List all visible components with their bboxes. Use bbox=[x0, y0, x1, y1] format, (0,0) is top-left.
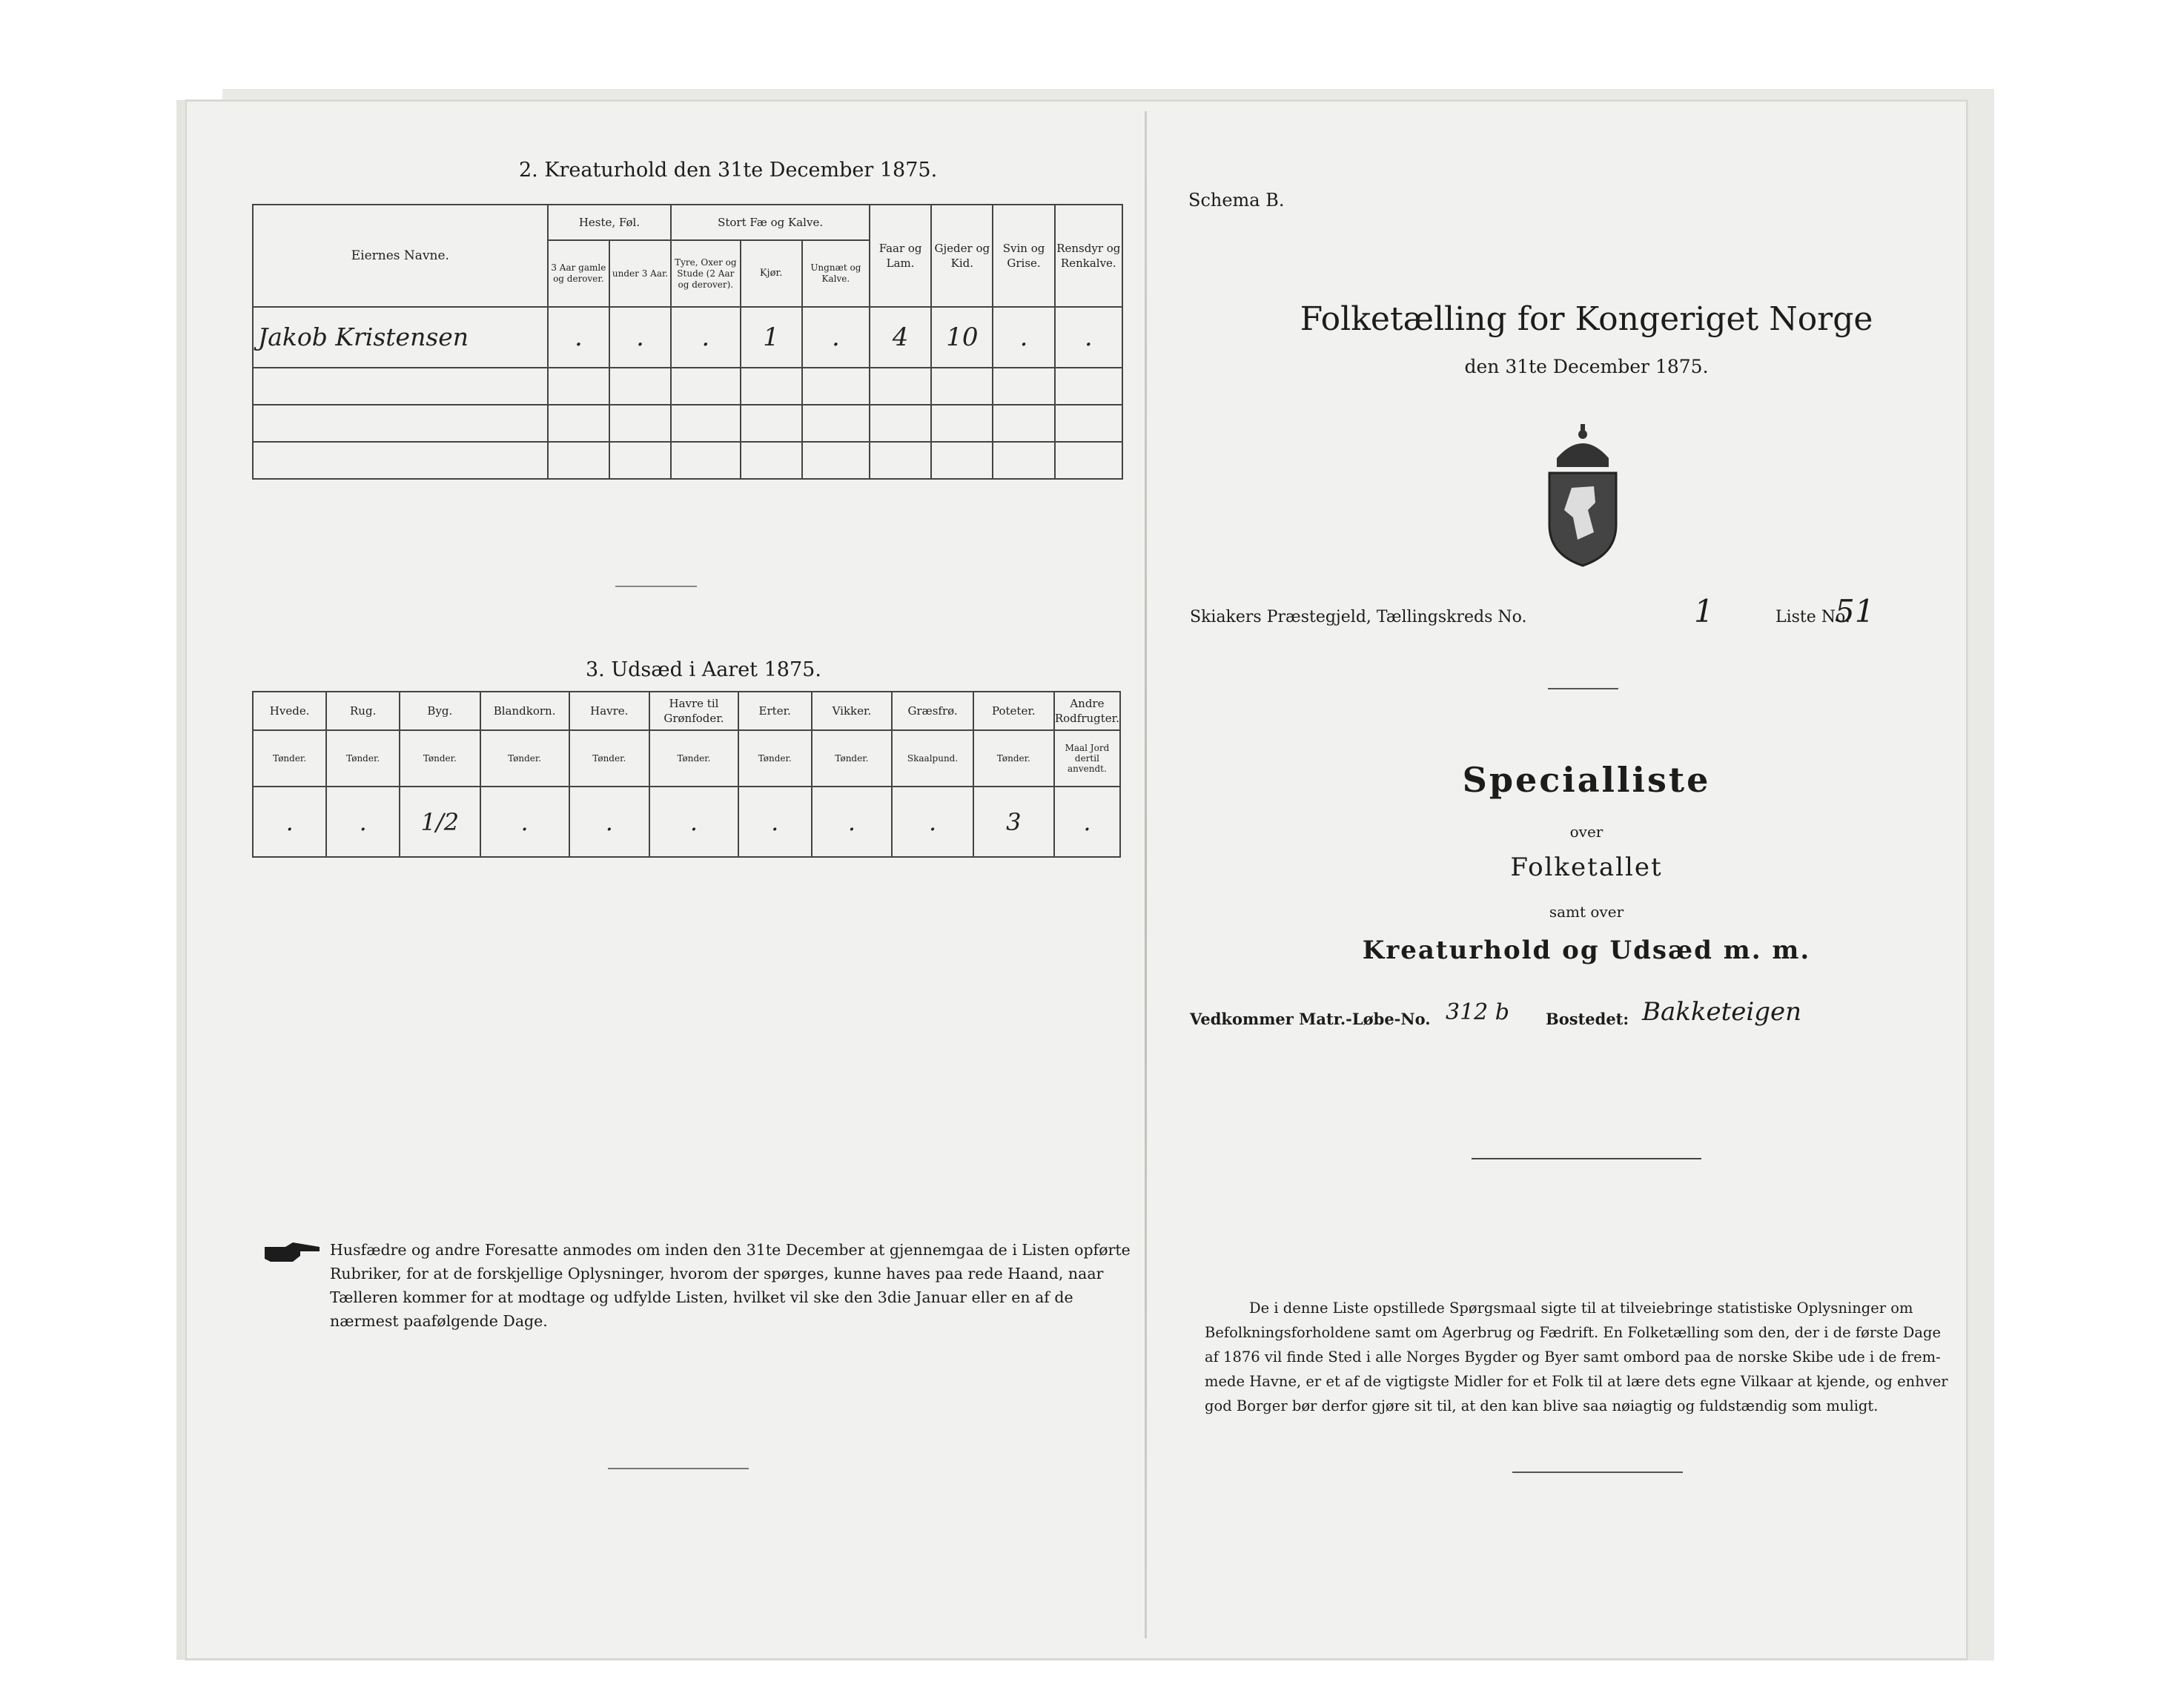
pigs-header: Svin og Grise. bbox=[993, 205, 1054, 307]
horses-young-value: . bbox=[609, 307, 671, 368]
notice-line: Tælleren kommer for at modtage og udfylde Listen, hvilket vil ske den 3die Januar eller en af de bbox=[330, 1288, 1073, 1306]
seed-value: . bbox=[649, 787, 738, 857]
owner-name: Jakob Kristensen bbox=[253, 307, 548, 368]
section2-title: 2. Kreaturhold den 31te December 1875. bbox=[519, 159, 938, 182]
seed-value: 3 bbox=[973, 787, 1054, 857]
section3-title: 3. Udsæd i Aaret 1875. bbox=[586, 658, 821, 681]
seed-header: Poteter. bbox=[973, 692, 1054, 730]
bosted-value: Bakketeigen bbox=[1642, 997, 1802, 1027]
horses-young-header: under 3 Aar. bbox=[609, 240, 671, 307]
notice-line: nærmest paafølgende Dage. bbox=[330, 1312, 548, 1330]
liste-number: 51 bbox=[1835, 593, 1875, 629]
sheep-value: 4 bbox=[870, 307, 931, 368]
seed-unit: Tønder. bbox=[738, 730, 812, 787]
page-fold bbox=[1145, 111, 1147, 1638]
seed-header: Erter. bbox=[738, 692, 812, 730]
divider bbox=[1548, 688, 1618, 689]
seed-unit: Tønder. bbox=[569, 730, 650, 787]
horses-old-value: . bbox=[548, 307, 609, 368]
seed-unit: Tønder. bbox=[480, 730, 569, 787]
goats-header: Gjeder og Kid. bbox=[931, 205, 993, 307]
young-cattle-value: . bbox=[802, 307, 870, 368]
paragraph-line: god Borger bør derfor gjøre sit til, at den kan blive saa nøiagtig og fuldstændig som muligt. bbox=[1205, 1397, 1879, 1414]
folketallet-label: Folketallet bbox=[1510, 853, 1663, 882]
reindeer-value: . bbox=[1055, 307, 1122, 368]
sheep-header: Faar og Lam. bbox=[870, 205, 931, 307]
reindeer-header: Rensdyr og Renkalve. bbox=[1055, 205, 1122, 307]
seed-value: . bbox=[812, 787, 893, 857]
seed-unit: Tønder. bbox=[649, 730, 738, 787]
parish-number: 1 bbox=[1694, 593, 1714, 629]
notice-line: Husfædre og andre Foresatte anmodes om inden den 31te December at gjennemgaa de i Listen opførte bbox=[330, 1241, 1131, 1259]
seed-unit: Skaalpund. bbox=[892, 730, 973, 787]
seed-value: 1/2 bbox=[400, 787, 480, 857]
owner-header: Eiernes Navne. bbox=[253, 205, 548, 307]
notice-text bbox=[330, 1238, 1131, 1333]
goats-value: 10 bbox=[931, 307, 993, 368]
divider bbox=[615, 586, 697, 587]
pigs-value: . bbox=[993, 307, 1054, 368]
divider bbox=[1512, 1472, 1683, 1473]
bulls-value: . bbox=[671, 307, 740, 368]
main-title: Folketælling for Kongeriget Norge bbox=[1300, 300, 1873, 338]
seed-header: Havre til Grønfoder. bbox=[649, 692, 738, 730]
seed-header: Havre. bbox=[569, 692, 650, 730]
seed-value: . bbox=[480, 787, 569, 857]
seed-value: . bbox=[326, 787, 400, 857]
info-paragraph bbox=[1205, 1296, 1948, 1418]
livestock-table bbox=[252, 204, 1123, 480]
seed-value: . bbox=[569, 787, 650, 857]
samt-over-label: samt over bbox=[1549, 903, 1624, 921]
matr-label: Vedkommer Matr.-Løbe-No. bbox=[1190, 1010, 1431, 1028]
horses-group-header: Heste, Føl. bbox=[548, 205, 671, 240]
seed-header: Vikker. bbox=[812, 692, 893, 730]
cows-header: Kjør. bbox=[741, 240, 802, 307]
horses-old-header: 3 Aar gamle og derover. bbox=[548, 240, 609, 307]
seed-unit: Maal Jord dertil anvendt. bbox=[1054, 730, 1120, 787]
parish-label: Skiakers Præstegjeld, Tællingskreds No. bbox=[1190, 608, 1527, 626]
bosted-label: Bostedet: bbox=[1546, 1010, 1629, 1028]
seed-header: Blandkorn. bbox=[480, 692, 569, 730]
seed-table bbox=[252, 691, 1121, 858]
paragraph-line: Befolkningsforholdene samt om Agerbrug og Fædrift. En Folketælling som den, der i de første Dage bbox=[1205, 1324, 1942, 1341]
seed-value: . bbox=[892, 787, 973, 857]
seed-unit: Tønder. bbox=[973, 730, 1054, 787]
coat-of-arms-icon bbox=[1542, 421, 1624, 569]
seed-unit: Tønder. bbox=[326, 730, 400, 787]
seed-value: . bbox=[253, 787, 326, 857]
young-cattle-header: Ungnæt og Kalve. bbox=[802, 240, 870, 307]
matr-number: 312 b bbox=[1446, 999, 1510, 1025]
seed-unit: Tønder. bbox=[400, 730, 480, 787]
paragraph-line: mede Havne, er et af de vigtigste Midler for et Folk til at lære dets egne Vilkaar at kjende, og enhver bbox=[1205, 1373, 1948, 1390]
paragraph-line: De i denne Liste opstillede Spørgsmaal sigte til at tilveiebringe statistiske Oplysninger om bbox=[1249, 1300, 1913, 1317]
cows-value: 1 bbox=[741, 307, 802, 368]
seed-header: Hvede. bbox=[253, 692, 326, 730]
seed-header: Rug. bbox=[326, 692, 400, 730]
cattle-group-header: Stort Fæ og Kalve. bbox=[671, 205, 870, 240]
divider bbox=[1472, 1158, 1701, 1159]
seed-header: Andre Rodfrugter. bbox=[1054, 692, 1120, 730]
schema-label: Schema B. bbox=[1188, 190, 1285, 211]
bulls-header: Tyre, Oxer og Stude (2 Aar og derover). bbox=[671, 240, 740, 307]
liste-label: Liste No. bbox=[1775, 608, 1850, 626]
seed-unit: Tønder. bbox=[253, 730, 326, 787]
divider bbox=[608, 1468, 749, 1469]
seed-unit: Tønder. bbox=[812, 730, 893, 787]
main-date: den 31te December 1875. bbox=[1464, 356, 1709, 377]
specialliste-title: Specialliste bbox=[1462, 760, 1711, 800]
seed-value: . bbox=[1054, 787, 1120, 857]
kreatur-label: Kreaturhold og Udsæd m. m. bbox=[1362, 936, 1811, 965]
seed-header: Græsfrø. bbox=[892, 692, 973, 730]
notice-line: Rubriker, for at de forskjellige Oplysninger, hvorom der spørges, kunne haves paa rede Haand, naar bbox=[330, 1265, 1104, 1282]
seed-value: . bbox=[738, 787, 812, 857]
paragraph-line: af 1876 vil finde Sted i alle Norges Bygder og Byer samt ombord paa de norske Skibe ude i de frem- bbox=[1205, 1348, 1941, 1366]
pointing-hand-icon bbox=[263, 1239, 322, 1266]
seed-header: Byg. bbox=[400, 692, 480, 730]
over-label: over bbox=[1569, 823, 1604, 841]
